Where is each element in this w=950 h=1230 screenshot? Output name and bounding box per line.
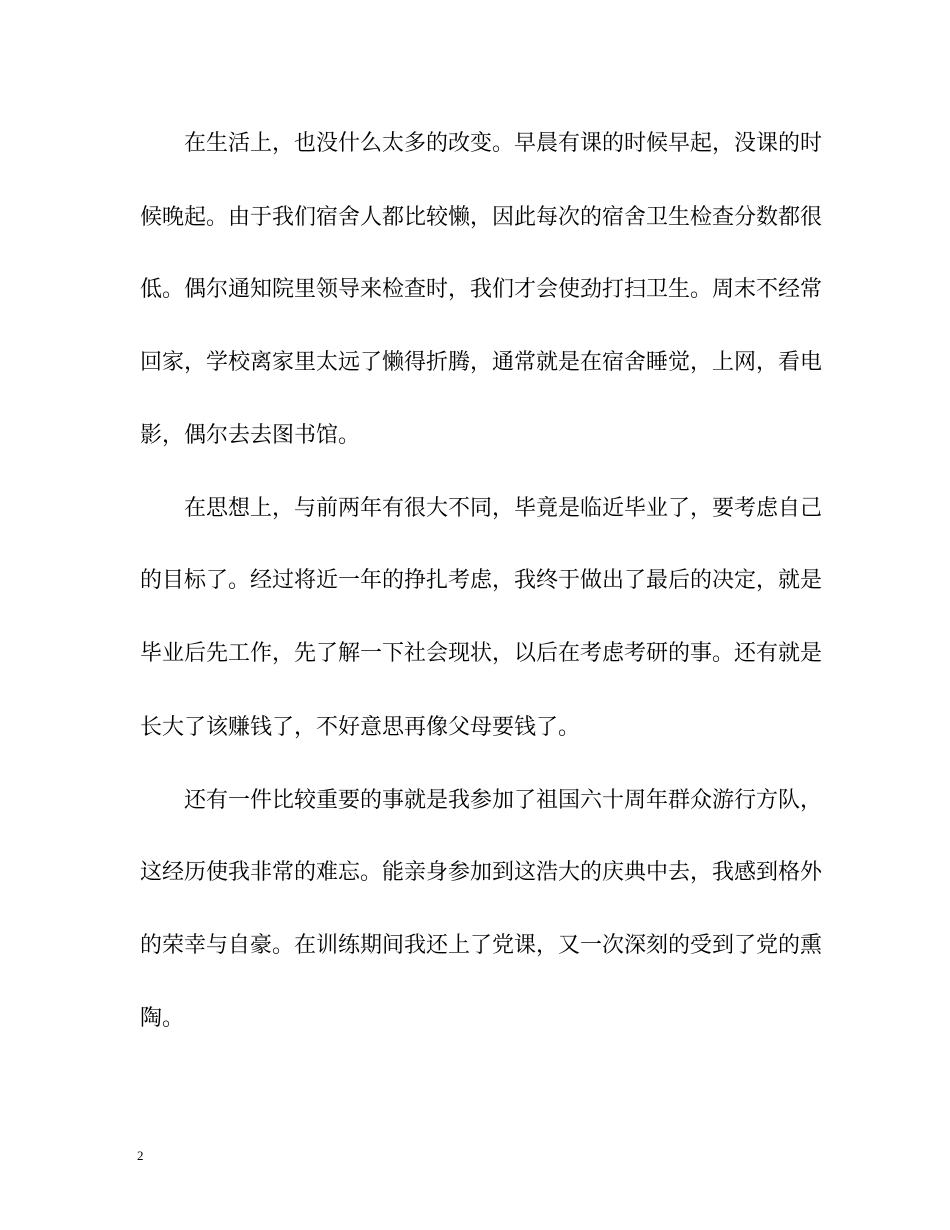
paragraph-2-line-4: 长大了该赚钱了，不好意思再像父母要钱了。	[140, 715, 581, 740]
paragraph-3-line-3: 的荣幸与自豪。在训练期间我还上了党课，又一次深刻的受到了党的熏	[140, 933, 823, 958]
page-number: 2	[137, 1148, 144, 1163]
paragraph-3-line-1: 还有一件比较重要的事就是我参加了祖国六十周年群众游行方队，	[184, 788, 823, 813]
paragraph-2-line-1: 在思想上，与前两年有很大不同，毕竟是临近毕业了，要考虑自己	[184, 496, 823, 521]
paragraph-3-line-4: 陶。	[140, 1006, 185, 1031]
paragraph-3-line-2: 这经历使我非常的难忘。能亲身参加到这浩大的庆典中去，我感到格外	[140, 860, 823, 885]
paragraph-1-line-3: 低。偶尔通知院里领导来检查时，我们才会使劲打扫卫生。周末不经常	[140, 277, 823, 302]
paragraph-2-line-2: 的目标了。经过将近一年的挣扎考虑，我终于做出了最后的决定，就是	[140, 568, 823, 593]
paragraph-1-line-5: 影，偶尔去去图书馆。	[140, 423, 361, 448]
paragraph-1-line-4: 回家，学校离家里太远了懒得折腾，通常就是在宿舍睡觉，上网，看电	[140, 350, 823, 375]
paragraph-1-line-1: 在生活上，也没什么太多的改变。早晨有课的时候早起，没课的时	[184, 131, 823, 156]
paragraph-1-line-2: 候晚起。由于我们宿舍人都比较懒，因此每次的宿舍卫生检查分数都很	[140, 205, 823, 230]
paragraph-2-line-3: 毕业后先工作，先了解一下社会现状，以后在考虑考研的事。还有就是	[140, 641, 823, 666]
